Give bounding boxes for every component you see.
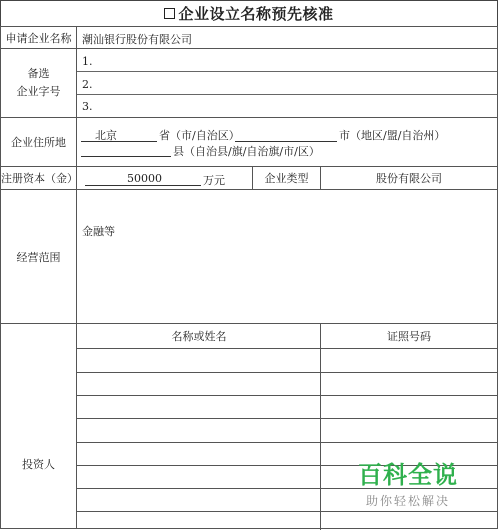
address-county-suffix: 县（自治县/旗/自治旗/市/区） (173, 145, 320, 158)
type-value: 股份有限公司 (376, 172, 442, 185)
watermark-sub: 助你轻松解决 (365, 494, 450, 508)
scope-value: 金融等 (82, 225, 115, 238)
alt-names-label-cell (0, 48, 77, 118)
investor-col-cert: 证照号码 (387, 330, 431, 343)
applicant-label-cell (0, 26, 77, 49)
address-county-underline (81, 156, 171, 157)
watermark-main: 百科全说 (358, 461, 458, 489)
investor-col-divider (320, 324, 321, 530)
alt-label-line-2: 企业字号 (16, 85, 61, 98)
address-label: 企业住所地 (11, 136, 66, 149)
alt-names-cell (76, 48, 498, 118)
investor-row-line (77, 372, 497, 373)
address-city-value: 北京 (95, 129, 117, 142)
investor-row-line (77, 395, 497, 396)
form-title-text: 企业设立名称预先核准 (178, 5, 334, 23)
capital-unit: 万元 (203, 174, 225, 187)
alt-name-1: 1. (82, 55, 93, 68)
capital-label: 注册资本（金） (1, 172, 78, 185)
type-label-cell (252, 166, 321, 190)
investor-label: 投资人 (22, 458, 55, 471)
address-city-underline (235, 141, 337, 142)
address-province-underline (81, 141, 157, 142)
investor-label-cell (0, 323, 77, 529)
type-label: 企业类型 (264, 172, 309, 185)
investor-col-cert-header (321, 324, 497, 348)
investor-row-line (77, 348, 497, 349)
applicant-value-cell (76, 26, 498, 49)
address-city-suffix: 市（地区/盟/自治州） (339, 129, 446, 142)
investor-col-name: 名称或姓名 (171, 330, 227, 343)
alt-divider-2 (77, 94, 497, 95)
alt-name-3: 3. (82, 100, 93, 113)
watermark-logo (358, 455, 458, 509)
investor-col-name-header (77, 324, 321, 348)
scope-label-cell (0, 189, 77, 324)
address-province-suffix: 省（市/自治区） (159, 129, 240, 142)
scope-label: 经营范围 (16, 250, 61, 264)
alt-name-2: 2. (82, 78, 93, 91)
address-cell (76, 117, 498, 167)
capital-value: 50000 (127, 172, 162, 185)
address-label-cell (0, 117, 77, 167)
type-value-cell (320, 166, 498, 190)
capital-underline (85, 185, 201, 186)
alt-label-line-1: 备选 (27, 67, 50, 80)
capital-value-cell (76, 166, 253, 190)
checkbox-icon (164, 8, 175, 19)
capital-label-cell (0, 166, 77, 190)
scope-value-cell (76, 189, 498, 324)
applicant-label: 申请企业名称 (5, 31, 72, 45)
form-title (0, 0, 498, 27)
investor-row-line (77, 442, 497, 443)
investor-row-line (77, 418, 497, 419)
investor-row-line (77, 511, 497, 512)
applicant-value: 潮汕银行股份有限公司 (82, 33, 192, 46)
alt-divider-1 (77, 71, 497, 72)
